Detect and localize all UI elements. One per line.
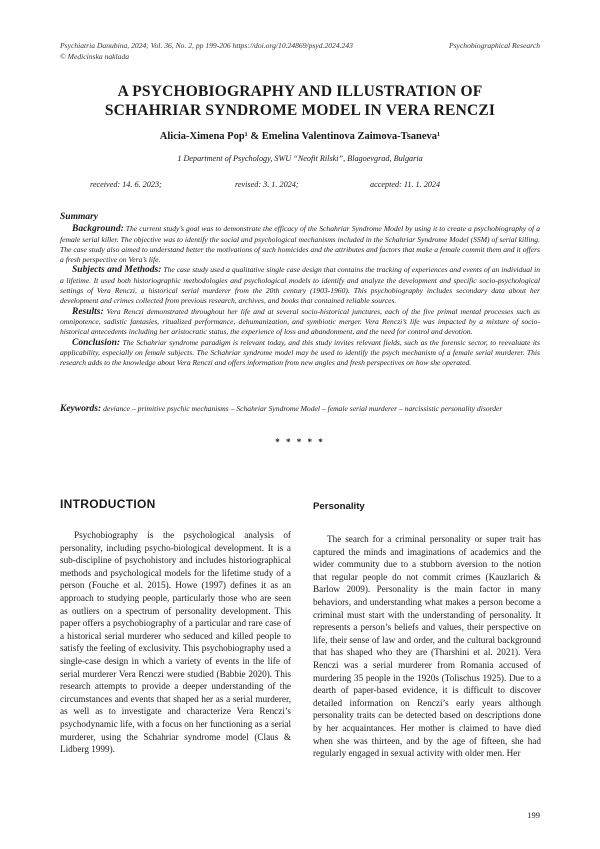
authors: Alicia-Ximena Pop¹ & Emelina Valentinova Zaimova-Tsaneva¹: [159, 131, 441, 142]
received-date: received: 14. 6. 2023;: [90, 180, 162, 189]
conclusion-label: Conclusion:: [72, 337, 121, 348]
methods-label: Subjects and Methods:: [72, 265, 162, 276]
abstract-conclusion: [60, 338, 540, 369]
summary-heading: Summary: [60, 212, 99, 222]
abstract-results: [60, 307, 540, 338]
abstract-methods: [60, 265, 540, 306]
abstract-background: [60, 224, 540, 265]
personality-heading: Personality: [313, 501, 365, 512]
copyright-notice: © Medicinska naklada: [60, 52, 130, 61]
journal-citation: Psychiatria Danubina, 2024; Vol. 36, No. 2, pp 199-206 https://doi.org/10.24869/psyd.2024.243: [60, 41, 353, 50]
section-separator: * * * * *: [275, 437, 325, 447]
abstract: [60, 212, 540, 368]
results-text: Vera Renczi demonstrated throughout her life and at several socio-historical junctures, each of the five primal mental processes such as omnipotence, sadistic fantasies, ritualized performance, dehumanization, and symbiotic merger. Vera Renczi’s life was impacted by a mixture of socio-historical antecedents including her aristocratic status, the experience of loss and abandonment, and the need for control and devotion.: [60, 306, 540, 337]
conclusion-text: The Schahriar syndrome paradigm is relevant today, and this study invites relevant fields, such as the forensic sector, to reevaluate its applicability, especially on female subjects. The Schahriar syndrome model may be used to identify the psych mechanism of a female serial murderer. This research adds to the knowledge about Vera Renczi and offers information from new angles and fresh perspectives on how she operated.: [60, 337, 540, 368]
section-label: Psychobiographical Research: [448, 41, 540, 50]
affiliation: 1 Department of Psychology, SWU “Neofit Rilski”, Blagoevgrad, Bulgaria: [177, 154, 423, 163]
methods-text: The case study used a qualitative single case design that contains the tracking of experiences and events of an individual in a lifetime. It used both historiographic methodologies and psychological models to identify and analyze the development and specific socio-psychological settings of Vera Renczi, a historical serial murderer from the 20th century (1903-1960). This psychobiography includes secondary data about her development and crimes collected from previous research, archives, and books that contained reliable sources.: [60, 265, 540, 306]
article-title: [40, 82, 560, 120]
keywords-text: deviance – primitive psychic mechanisms – Schahriar Syndrome Model – female serial murderer – narcissistic personality disorder: [101, 404, 503, 413]
running-header: [60, 40, 540, 62]
keywords: [60, 404, 540, 414]
personality-paragraph: The search for a criminal personality or super trait has captured the minds and imaginations of academics and the wider community due to a stubborn aversion to the notion that regular people do not commit crimes (Kauzlarich & Barlow 2009). Personality is the main factor in many behaviors, and understanding what makes a person become a criminal must start with the understanding of personality. It represents a person’s beliefs and values, their perspective on life, their sense of law and order, and the cultural background that has shaped who they are (Tharshini et al. 2021). Vera Renczi was a serial murderer from Romania accused of murdering 35 people in the 1920s (Tolischus 1925). Due to a dearth of paper-based evidence, it is difficult to discover detailed information on Renczi’s early years although personality traits can be detected based on descriptions done by her acquaintances. Her mother is claimed to have died when she was thirteen, and by the age of fifteen, she had regularly engaged in sexual activity with older men. Her: [313, 534, 541, 759]
introduction-heading: INTRODUCTION: [60, 497, 156, 511]
page-number: 199: [527, 810, 540, 820]
left-column: [60, 497, 291, 756]
results-label: Results:: [72, 306, 104, 317]
introduction-paragraph: Psychobiography is the psychological analysis of personality, including psycho-biological development. It is a sub-discipline of psychohistory and includes historiographical methods and psychological models for the lifetime study of a person (Fouche et al. 2015). Howe (1997) defines it as an approach to studying people, particularly those who are seen as outliers on a spectrum of personality development. This paper offers a psychobiography of a particular and rare case of a historical serial murderer who seduced and killed people to satisfy the feeling of exclusivity. This psychobiography used a single-case design in which a variety of events in the life of serial murderer Vera Renczi were studied (Babbie 2020). This research attempts to provide a deeper understanding of the circumstances and events that shaped her as a serial murderer, as well as to investigate and characterize Vera Renczi’s psychodynamic life, with a focus on her functioning as a serial murderer, using the Schahriar syndrome model (Claus & Lidberg 1999).: [60, 530, 291, 755]
revised-date: revised: 3. 1. 2024;: [235, 180, 299, 189]
keywords-label: Keywords:: [60, 404, 102, 414]
accepted-date: accepted: 11. 1. 2024: [370, 180, 441, 189]
title-line-2: SCHAHRIAR SYNDROME MODEL IN VERA RENCZI: [104, 102, 496, 119]
background-text: The current study’s goal was to demonstrate the efficacy of the Schahriar Syndrome Model by using it to create a psychobiography of a female serial killer. The objective was to identify the social and psychological mechanisms included in the Schahriar Syndrome Model (SSM) of serial killing. The case study also aimed to understand better the motivations of such homicides and the attributes and factors that make a female commit them and it offers a fresh perspective on Vera’s life.: [60, 224, 540, 265]
right-column: [313, 497, 541, 760]
background-label: Background:: [72, 224, 124, 235]
title-line-1: A PSYCHOBIOGRAPHY AND ILLUSTRATION OF: [117, 83, 483, 100]
